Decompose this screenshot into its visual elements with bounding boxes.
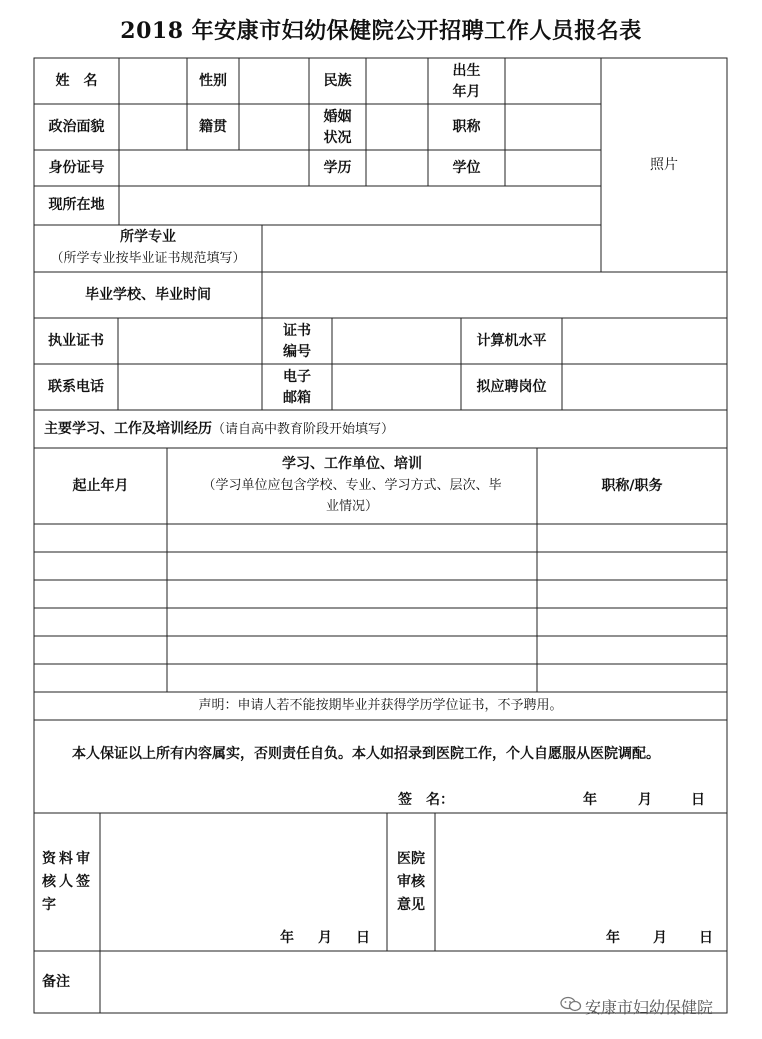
label-marriage-line2: 状况 [323, 130, 352, 146]
photo-placeholder: 照片 [650, 157, 678, 173]
col-period: 起止年月 [72, 478, 129, 494]
label-major: 所学专业 [120, 229, 176, 245]
label-school: 毕业学校、毕业时间 [85, 287, 211, 303]
label-address: 现所在地 [48, 197, 105, 213]
wechat-icon [560, 996, 582, 1012]
pledge-text: 本人保证以上所有内容属实，否则责任自负。本人如招录到医院工作，个人自愿服从医院调配。 [72, 746, 660, 762]
history-heading-text: 主要学习、工作及培训经历 [44, 421, 212, 437]
label-name: 姓 名 [55, 73, 98, 89]
label-degree: 学位 [452, 160, 481, 176]
remarks-label: 备注 [42, 974, 70, 990]
reviewer-date-day: 日 [356, 930, 370, 946]
history-heading-note: （请自高中教育阶段开始填写） [212, 422, 395, 437]
signature-label: 签 名： [398, 792, 454, 808]
label-title-rank: 职称 [452, 119, 481, 135]
label-gender: 性别 [199, 73, 227, 89]
pledge-date-month: 月 [638, 792, 652, 808]
label-cert-no-line1: 证书 [283, 323, 311, 339]
history-heading [44, 419, 394, 440]
label-cert-no-line2: 编号 [283, 344, 311, 360]
col-unit-note-line2: 业情况） [325, 499, 378, 514]
reviewer-date-month: 月 [318, 930, 332, 946]
label-birth-line2: 年月 [452, 84, 481, 100]
label-native-place: 籍贯 [199, 119, 227, 135]
col-duty: 职称/职务 [601, 478, 663, 494]
label-birth-line1: 出生 [452, 63, 481, 79]
col-unit: 学习、工作单位、培训 [282, 456, 422, 472]
label-phone: 联系电话 [48, 379, 104, 395]
label-computer-level: 计算机水平 [476, 333, 547, 349]
hospital-label-line3: 意见 [397, 897, 425, 913]
label-marriage-line1: 婚姻 [323, 109, 352, 125]
reviewer-label-line3: 字 [42, 897, 56, 913]
hospital-label-line1: 医院 [397, 851, 425, 867]
hospital-date-month: 月 [653, 930, 667, 946]
label-email-line1: 电子 [283, 369, 311, 385]
watermark-text: 安康市妇幼保健院 [585, 998, 714, 1017]
label-license: 执业证书 [48, 333, 104, 349]
label-id-number: 身份证号 [48, 160, 105, 176]
hospital-date-year: 年 [606, 930, 620, 946]
hospital-date-day: 日 [699, 930, 713, 946]
label-politics: 政治面貌 [48, 119, 105, 135]
label-education: 学历 [323, 160, 352, 176]
label-position: 拟应聘岗位 [476, 379, 547, 395]
label-email-line2: 邮箱 [283, 390, 311, 406]
reviewer-label-line1: 资料审 [42, 851, 93, 867]
pledge-date-day: 日 [691, 792, 705, 808]
pledge-date-year: 年 [583, 792, 597, 808]
form-title: 2018 年安康市妇幼保健院公开招聘工作人员报名表 [120, 18, 642, 44]
reviewer-date-year: 年 [280, 930, 294, 946]
col-unit-note-line1: （学习单位应包含学校、专业、学习方式、层次、毕 [202, 478, 502, 493]
hospital-label-line2: 审核 [397, 874, 425, 890]
statement-text: 声明：申请人若不能按期毕业并获得学历学位证书，不予聘用。 [198, 698, 563, 713]
label-major-note: （所学专业按毕业证书规范填写） [50, 251, 246, 266]
label-ethnicity: 民族 [323, 73, 352, 89]
reviewer-label-line2: 核人签 [42, 874, 93, 890]
